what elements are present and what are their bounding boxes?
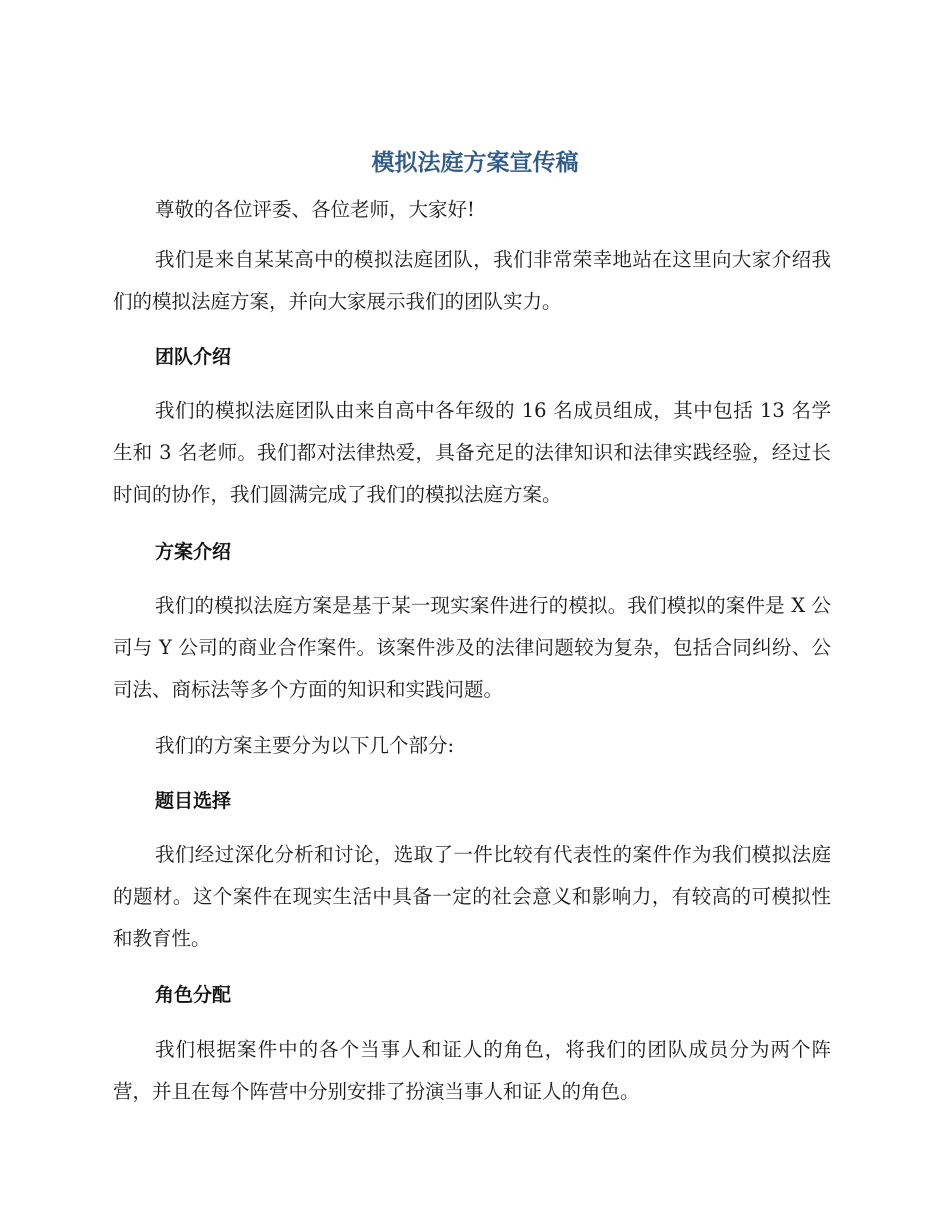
intro-paragraph: 我们是来自某某高中的模拟法庭团队，我们非常荣幸地站在这里向大家介绍我们的模拟法庭方案，并向大家展示我们的团队实力。: [113, 248, 831, 313]
plan-paragraph: 我们的模拟法庭方案是基于某一现实案件进行的模拟。我们模拟的案件是 X 公司与 Y 公司的商业合作案件。该案件涉及的法律问题较为复杂，包括合同纠纷、公司法、商标法等多个方面的知识和实践问题。: [113, 594, 831, 701]
topic-paragraph: 我们经过深化分析和讨论，选取了一件比较有代表性的案件作为我们模拟法庭的题材。这个案件在现实生活中具备一定的社会意义和影响力，有较高的可模拟性和教育性。: [113, 843, 831, 950]
section-heading-team: 团队介绍: [155, 346, 232, 368]
roles-paragraph: 我们根据案件中的各个当事人和证人的角色，将我们的团队成员分为两个阵营，并且在每个阵营中分别安排了扮演当事人和证人的角色。: [113, 1038, 831, 1103]
document-title: 模拟法庭方案宣传稿: [371, 150, 579, 176]
team-paragraph: 我们的模拟法庭团队由来自高中各年级的 16 名成员组成，其中包括 13 名学生和 3 名老师。我们都对法律热爱，具备充足的法律知识和法律实践经验，经过长时间的协作，我们圆满完成了我们的模拟法庭方案。: [113, 399, 831, 506]
section-heading-roles: 角色分配: [155, 984, 232, 1006]
section-heading-plan: 方案介绍: [155, 541, 232, 563]
section-heading-topic: 题目选择: [155, 790, 232, 812]
greeting-paragraph: 尊敬的各位评委、各位老师，大家好!: [155, 198, 475, 221]
parts-intro-paragraph: 我们的方案主要分为以下几个部分:: [155, 734, 455, 757]
